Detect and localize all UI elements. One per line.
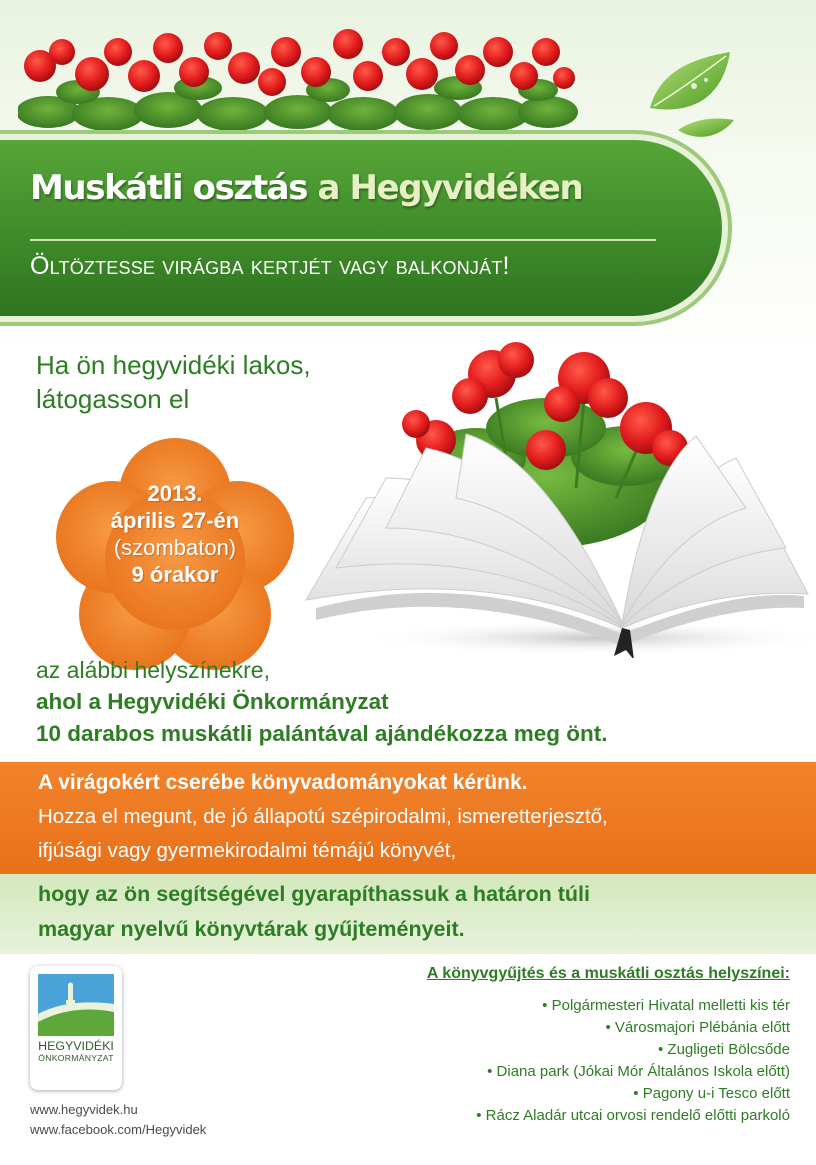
open-book-icon: [296, 338, 816, 658]
intro-line-1: Ha ön hegyvidéki lakos,: [36, 350, 311, 380]
venue-item: • Rácz Aladár utcai orvosi rendelő előtti parkoló: [310, 1105, 790, 1127]
locations-intro: [36, 654, 796, 750]
title-banner: [0, 140, 722, 316]
banner-divider: [30, 239, 656, 241]
logo-name: [30, 1040, 122, 1064]
hill-monument-logo-icon: [38, 974, 114, 1036]
geranium-flowers-icon: [18, 22, 578, 134]
venue-item: • Pagony u-i Tesco előtt: [310, 1083, 790, 1105]
donation-lead: [38, 766, 808, 800]
donation-lead-part-2: kérünk.: [446, 771, 528, 794]
donation-lead-part-1: A virágokért cserébe: [38, 771, 251, 794]
municipality-logo: [30, 966, 122, 1090]
venues-list: [310, 965, 790, 1127]
locations-intro-line-1: az alábbi helyszínekre,: [36, 657, 270, 683]
facebook-link[interactable]: www.facebook.com/Hegyvidek: [30, 1122, 207, 1137]
locations-intro-line-3: 10 darabos muskátli palántával ajándékozza meg önt.: [36, 721, 608, 746]
venue-item: • Zugligeti Bölcsőde: [310, 1039, 790, 1061]
event-time: 9 órakor: [131, 562, 219, 587]
website-link[interactable]: www.hegyvidek.hu: [30, 1102, 138, 1117]
event-day: (szombaton): [113, 535, 237, 560]
purpose-line-2: magyar nyelvű könyvtárak gyűjteményeit.: [38, 917, 465, 941]
intro-line-2: látogasson el: [36, 384, 190, 414]
venue-item: • Városmajori Plébánia előtt: [310, 1017, 790, 1039]
footer-links: [30, 1100, 290, 1140]
title-part-2: a Hegyvidéken: [317, 168, 583, 208]
purpose-line-1: hogy az ön segítségével gyarapíthassuk a határon túli: [38, 882, 590, 906]
leaf-icon: [640, 50, 740, 150]
donation-line-2: Hozza el megunt, de jó állapotú szépirodalmi, ismeretterjesztő,: [38, 805, 608, 828]
event-year: 2013.: [147, 481, 203, 506]
page-subtitle: Öltöztesse virágba kertjét vagy balkonját!: [30, 252, 510, 280]
venues-items: [310, 995, 790, 1127]
venues-title: A könyvgyűjtés és a muskátli osztás helyszínei:: [426, 965, 790, 982]
donation-line-3: ifjúsági vagy gyermekirodalmi témájú könyvét,: [38, 839, 457, 862]
page-title: [30, 168, 710, 208]
logo-name-line-2: ÖNKORMÁNYZAT: [38, 1053, 114, 1063]
locations-intro-line-2: ahol a Hegyvidéki Önkormányzat: [36, 689, 389, 714]
purpose-text: [38, 877, 808, 947]
donation-text: [38, 766, 808, 868]
event-date-badge: [60, 480, 290, 588]
donation-lead-bold: könyvadományokat: [250, 771, 447, 794]
title-part-1: Muskátli osztás: [30, 168, 308, 208]
logo-name-line-1: HEGYVIDÉKI: [38, 1039, 114, 1053]
event-date: április 27-én: [110, 508, 240, 533]
venue-item: • Polgármesteri Hivatal melletti kis tér: [310, 995, 790, 1017]
venue-item: • Diana park (Jókai Mór Általános Iskola előtt): [310, 1061, 790, 1083]
